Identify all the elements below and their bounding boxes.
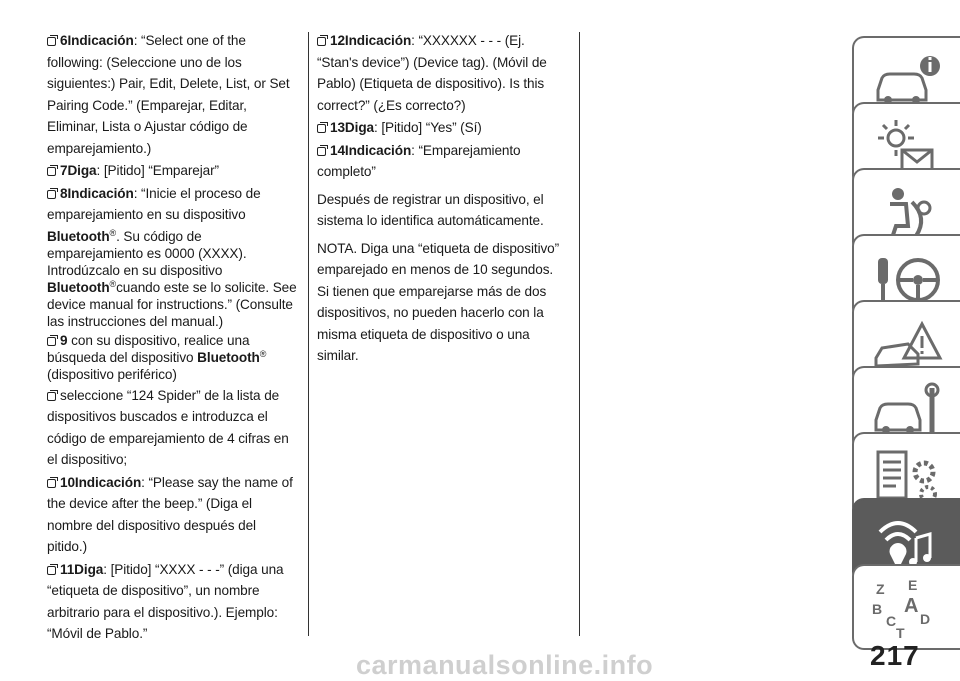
svg-text:C: C <box>886 613 897 629</box>
step-label: 12Indicación <box>330 33 412 48</box>
watermark: carmanualsonline.info <box>356 650 654 680</box>
step-label: 14Indicación <box>330 142 412 158</box>
note-paragraph: NOTA. Diga una “etiqueta de dispositivo” emparejado en menos de 10 segundos. Si tienen que emparejarse más de dos dispositivos, no pueden hacerlo con la misma etiqueta de dispositivo o una similar. <box>317 240 560 363</box>
step-label: 8Indicación <box>60 185 134 201</box>
step-label: 10Indicación <box>60 474 142 490</box>
checkbox-icon <box>47 566 56 575</box>
step-12 <box>317 30 563 116</box>
step-6 <box>47 30 299 159</box>
checkbox-icon <box>317 124 326 133</box>
step-9b <box>47 385 299 471</box>
step-text: seleccione “124 Spider” de la lista de dispositivos buscados e introduzca el código de emparejamiento de 4 cifras en el dispositivo; <box>47 387 289 467</box>
checkbox-icon <box>47 167 56 176</box>
step-label: 9 <box>60 332 68 348</box>
checkbox-icon <box>47 479 56 488</box>
checkbox-icon <box>47 190 56 199</box>
svg-text:T: T <box>896 625 905 641</box>
step-8 <box>47 183 299 330</box>
column-divider-left <box>308 32 309 636</box>
index-letters-icon <box>868 574 948 644</box>
step-label: 6Indicación <box>60 33 134 48</box>
step-label: 11Diga <box>60 561 104 577</box>
step-text: . Su código de emparejamiento es 0000 (XXXX). Introdúzcalo en su dispositivo <box>47 228 247 278</box>
step-label: 13Diga <box>330 120 374 135</box>
step-text: : “Inicie el proceso de emparejamiento en su dispositivo <box>47 185 261 222</box>
bluetooth-term: Bluetooth <box>47 228 110 244</box>
step-9 <box>47 332 299 383</box>
step-text: : “XXXXXX - - - (Ej. “Stan's device”) (Device tag). (Móvil de Pablo) (Etiqueta de dispositivo). Is this correct?” (¿Es correcto?) <box>317 33 547 113</box>
svg-text:A: A <box>904 595 919 617</box>
checkbox-icon <box>47 392 56 401</box>
step-text: : [Pitido] “Yes” (Sí) <box>373 120 482 135</box>
step-text: : [Pitido] “Emparejar” <box>96 163 219 178</box>
step-14 <box>317 140 563 183</box>
step-10 <box>47 472 299 558</box>
step-11 <box>47 559 299 645</box>
step-text: con su dispositivo, realice una búsqueda del dispositivo <box>47 332 250 365</box>
registered-mark: ® <box>109 227 117 238</box>
column-divider-right <box>579 32 580 636</box>
registered-mark: ® <box>109 278 117 289</box>
checkbox-icon <box>317 147 326 156</box>
step-text: (dispositivo periférico) <box>47 366 177 382</box>
step-13 <box>317 117 563 139</box>
step-text: : [Pitido] “XXXX - - -” (diga una “etiqueta de dispositivo”, un nombre arbitrario para el dispositivo.). Ejemplo: “Móvil de Pablo.” <box>47 561 284 641</box>
svg-text:E: E <box>908 577 918 593</box>
svg-text:B: B <box>872 601 883 617</box>
step-text: : “Emparejamiento completo” <box>317 142 521 179</box>
bluetooth-term: Bluetooth <box>47 279 110 295</box>
svg-text:Z: Z <box>876 581 885 597</box>
info-paragraph: Después de registrar un dispositivo, el sistema lo identifica automáticamente. <box>317 191 544 228</box>
step-8-continued <box>47 228 299 330</box>
step-7 <box>47 160 299 182</box>
page-number: 217 <box>870 640 920 671</box>
checkbox-icon <box>47 37 56 46</box>
step-text: : “Select one of the following: (Seleccione uno de los siguientes:) Pair, Edit, Delete, List, or Set Pairing Code.” (Emparejar, Editar, Eliminar, Lista o Ajustar código de emparejamiento.) <box>47 33 290 156</box>
checkbox-icon <box>317 37 326 46</box>
step-text: : “Please say the name of the device after the beep.” (Diga el nombre del dispositivo después del pitido.) <box>47 474 293 554</box>
tab-index[interactable] <box>852 564 960 650</box>
registered-mark: ® <box>259 348 267 359</box>
right-column <box>317 30 563 367</box>
step-label: 7Diga <box>60 163 97 178</box>
bluetooth-term: Bluetooth <box>197 349 260 365</box>
checkbox-icon <box>47 337 56 346</box>
svg-text:D: D <box>920 611 931 627</box>
left-column <box>47 30 299 646</box>
step-text: cuando este se lo solicite. See device manual for instructions.” (Consulte las instrucciones del manual.) <box>47 279 297 329</box>
